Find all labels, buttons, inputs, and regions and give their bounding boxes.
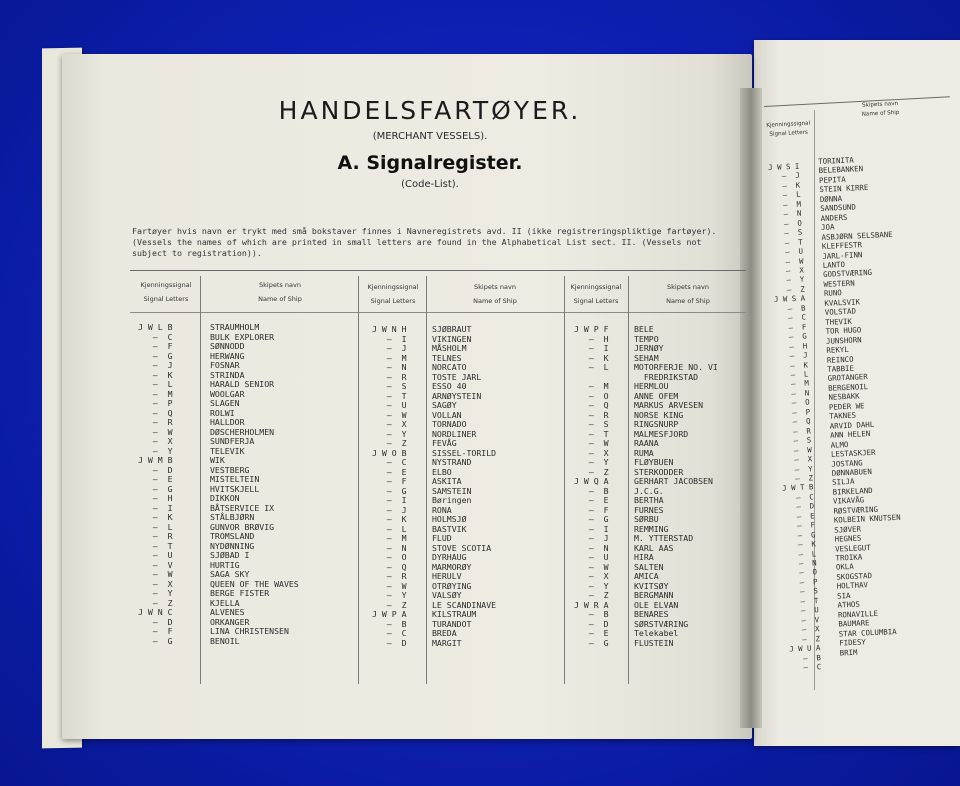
column-rule — [200, 276, 201, 684]
signal-letters-column: J W L B – C – F – G – J – K – L – M – P – Q – R – W – X – Y J W M B – D – E – G – H – I – K – L – R – T – U – V – W – X – Y – Z J W N C – D – F – G — [138, 322, 173, 646]
table-top-rule — [130, 270, 746, 271]
ship-names-column: BELE TEMPO JERNØY SEHAM MOTORFERJE NO. VI FREDRIKSTAD HERMLOU ANNE OFEM MARKUS ARVESEN NORSE KING RINGSNURP MALMESFJORD RAANA RUMA FLØYBUEN STERKODDER GERHART JACOBSEN J.C.G. BERTHA FURNES SØRBU REMMING M. YTTERSTAD KARL AAS HIRA SALTEN AMICA KVITSØY BERGMANN OLE ELVAN BENARES SØRSTVÆRING Telekabel FLUSTEIN — [634, 324, 718, 648]
signal-header-no: Kjenningssignal — [570, 283, 622, 291]
page-subtitle: (MERCHANT VESSELS). — [372, 131, 488, 142]
section-title: A. Signalregister. — [337, 152, 523, 174]
right-signal-header — [764, 119, 813, 139]
right-ship-names-column: TORINITA BELEBANKEN PEPITA STEIN KIRRE DØNNA SANDSUND ANDERS JOA ASBJØRN SELSBANE KLEFFESTR JARL-FINN LANTO GODSTVÆRING WESTERN RUNO KVALSVIK VOLSTAD THEVIK TOR HUGO JUNSHORN REKYL REINCO TABBIE GROTANGER BERGENOIL NESBAKK PEDER WE TAKNES ARVID DAHL ANN HELEN ALMO LESTASKJER JOSTANG DØNNABUEN SILJA BIRKELAND VIKAVÅG RØSTVÆRING KOLBEIN KNUTSEN SJØVER HEGNES VESLEGUT TROIKA OKLA SKOGSTAD HOLTHAV SIA ATHOS RONAVILLE BAUMARE STAR COLUMBIA FIDESY BRIM — [818, 155, 901, 658]
ship-header-en: Name of Ship — [473, 297, 517, 305]
signal-header-no: Kjenningssignal — [140, 281, 192, 289]
column-rule — [426, 276, 427, 684]
ship-header — [632, 280, 744, 308]
signal-header-en: Signal Letters — [573, 297, 619, 305]
signal-letters-column: J W N H – I – J – M – N – R – S – T – U – W – X – Y – Z J W O B – C – E – F – G – I – J – K – L – M – N – O – Q – R – W – Y – Z J W P A – B – C – D — [372, 324, 407, 648]
ship-header-en: Name of Ship — [861, 109, 900, 118]
ship-header — [430, 280, 560, 308]
section-subtitle: (Code-List). — [401, 179, 459, 190]
note-text: Fartøyer hvis navn er trykt med små bokstaver finnes i Navneregistrets avd. II (ikke registreringspliktige fartøyer). (Vessels the names of which are printed in small letters are found in the Alphabetical List sect. II. (Vessels not subject to registration)). — [132, 226, 717, 258]
ship-header-no: Skipets navn — [259, 281, 301, 289]
signal-header-en: Signal Letters — [769, 129, 809, 138]
signal-header-en: Signal Letters — [143, 295, 189, 303]
ship-names-column: STRAUMHOLM BULK EXPLORER SØNNODD HERWANG FOSNAR STRINDA HARALD SENIOR WOOLGAR SLAGEN ROLWI HALLDOR DØSCHERHOLMEN SUNDFERJA TELEVIK WIK VESTBERG MISTELTEIN HVITSKJELL DIKKON BÅTSERVICE IX STÅLBJØRN GUNVOR BRØVIG TROMSLAND NYDØNNING SJØBAD I HURTIG SAGA SKY QUEEN OF THE WAVES BERGE FISTER KJELLA ALVENES ORKANGER LINA CHRISTENSEN BENOIL — [210, 322, 299, 646]
signal-header — [360, 280, 426, 308]
book-gutter — [740, 88, 762, 728]
ship-header-en: Name of Ship — [258, 295, 302, 303]
ship-header-en: Name of Ship — [666, 297, 710, 305]
column-rule — [628, 276, 629, 684]
signal-header — [133, 278, 199, 306]
right-signal-letters-column: J W S I – J – K – L – M – N – O – S – T – U – W – X – Y – Z J W S A – B – C – F – G – H – J – K – L – M – N – O – P – Q – R – S – W – X – Y – Z J W T B – C – D – E – F – G – K – L – N – O – P – S – T – U – V – X – Z J W U A – B – C — [768, 161, 822, 673]
ship-header-no: Skipets navn — [474, 283, 516, 291]
ship-header-no: Skipets navn — [667, 283, 709, 291]
ship-header-no: Skipets navn — [861, 100, 899, 109]
page-title: HANDELSFARTØYER. — [278, 96, 582, 125]
signal-letters-column: J W P F – H – I – K – L – M – O – Q – R – S – T – W – X – Y – Z J W Q A – B – E – F – G – I – J – N – U – W – X – Y – Z J W R A – B – D – E – G — [574, 324, 609, 648]
signal-header-no: Kjenningssignal — [766, 120, 811, 129]
table-header-rule — [130, 312, 746, 313]
ship-header — [205, 278, 355, 306]
column-rule — [358, 276, 359, 684]
ship-names-column: SJØBRAUT VIKINGEN MÅSHOLM TELNES NORCATO TOSTE JARL ESSO 40 ARNØYSTEIN SAGØY VOLLAN TORNADO NORDLINER FEVÅG SISSEL-TORILD NYSTRAND ELBO ASKITA SAMSTEIN Børingen RONA HOLMSJØ BASTVIK FLUD STOVE SCOTIA DYRHAUG MARMORØY HERULV OTRØYING VALSØY LE SCANDINAVE KILSTRAUM TURANDOT BREDA MARGIT — [432, 324, 497, 648]
signal-header — [565, 280, 627, 308]
column-rule — [564, 276, 565, 684]
signal-header-no: Kjenningssignal — [367, 283, 419, 291]
signal-header-en: Signal Letters — [370, 297, 416, 305]
